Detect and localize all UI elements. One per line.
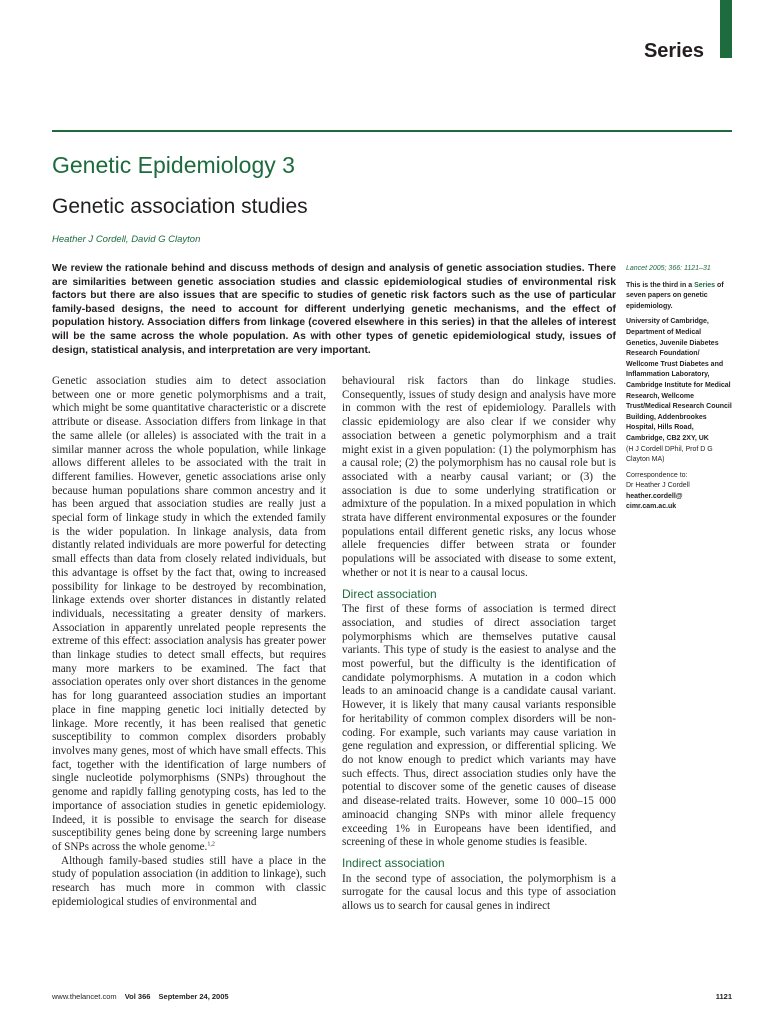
page-number: 1121 <box>715 992 732 1001</box>
paragraph: Although family-based studies still have a place in the study of population association (in addition to linkage), such research has much more in common with classic epidemiological studies of environmental and <box>52 854 326 908</box>
article-title: Genetic association studies <box>52 195 308 218</box>
footer-date: September 24, 2005 <box>158 992 229 1001</box>
affiliation-text: University of Cambridge, Department of Medical Genetics, Juvenile Diabetes Research Foundation/ Wellcome Trust Diabetes and Inflammation Laboratory, Cambridge Institute for Medical Research, Wellcome Trust/Medical Research Council Building, Addenbrookes Hospital, Hills Road, Cambridge, CB2 2XY, UK <box>626 318 732 442</box>
footer-volume: Vol 366 <box>124 992 151 1001</box>
reference-superscript: 1,2 <box>207 841 215 848</box>
series-note-text: This is the third in a <box>626 281 695 289</box>
correspondence <box>626 471 732 513</box>
series-note <box>626 281 732 313</box>
paragraph-text: Genetic association studies aim to detect association between one or more genetic polymorphisms and a trait, which might be some quantitative characteristic or a discrete attribute or disease. Association differs from linkage in that the same allele (or alleles) is associated with the trait in a similar manner across the whole population, while linkage allows different alleles to be associated with the trait in different families. However, genetic associations arise only because human populations share common ancestry and it has been argued that association studies are really just a special form of linkage study in which the extended family is the wider population. In linkage analysis, data from distantly related individuals are more powerful for detecting small effects than data from closely related individuals, but this advantage is offset by the fact that, owing to increased possibility for linkage to be destroyed by recombination, linkage extends over shorter distances in distantly related individuals, necessitating a greater density of markers. Association in apparently unrelated people represents the extreme of this effect: association analysis has greater power than linkage studies to detect small effects, but requires many more markers to be examined. The fact that association operates only over short distances in the genome has for long guaranteed association studies an important place in fine mapping genetic loci initially detected by linkage. More recently, it has been realised that genetic susceptibility to common complex disorders probably involves many genes, most of which have small effects. This fact, together with the identification of large numbers of single nucleotide polymorphisms (SNPs) throughout the genome and rapidly falling genotyping costs, has led to the importance of association studies in genetic epidemiology. Indeed, it is possible to envisage the search for disease susceptibility genes being done by screening large numbers of SNPs across the whole genome. <box>52 375 326 853</box>
paragraph: The first of these forms of association is termed direct association, and studies of direct association target polymorphisms which are themselves putative causal variants. This type of study is the easiest to analyse and the most powerful, but the difficulty is the identification of candidate polymorphisms. A mutation in a codon which leads to an aminoacid change is a candidate causal variant. However, it is likely that many causal variants responsible for heritability of common complex disorders will be non-coding. For example, such variants may cause variation in gene regulation and expression, or differential splicing. We do not know enough to predict which variants may have such effects. Thus, direct association studies only have the potential to discover some of the genetic causes of disease and disease-related traits. However, some 10 000–15 000 aminoacid changing SNPs with minor allele frequency exceeding 1% in Europeans have been identified, and screening of these in whole genome studies is feasible. <box>342 603 616 849</box>
series-note-text: of seven papers on genetic epidemiology. <box>626 281 724 310</box>
series-link[interactable]: Series <box>694 281 716 289</box>
series-kicker: Genetic Epidemiology 3 <box>52 152 295 178</box>
body-column-2 <box>342 375 616 914</box>
abstract: We review the rationale behind and discuss methods of design and analysis of genetic association studies. There are similarities between genetic association studies and classic epidemiological studies of environmental risk factors but there are also issues that are specific to studies of genetic risk factors such as the use of particular family-based designs, the need to account for different underlying genetic mechanisms, and the effect of population history. Association differs from linkage (covered elsewhere in this series) in that the alleles of interest will be the same across the whole population. As with other types of genetic epidemiological study, issues of design, statistical analysis, and interpretation are very important. <box>52 263 616 356</box>
series-color-tab <box>720 0 732 58</box>
series-label: Series <box>643 40 704 62</box>
section-heading-direct-association: Direct association <box>342 586 437 601</box>
article-authors: Heather J Cordell, David G Clayton <box>52 234 201 245</box>
correspondence-label: Correspondence to: <box>626 471 688 479</box>
footer-website[interactable]: www.thelancet.com <box>52 992 117 1001</box>
section-heading-indirect-association: Indirect association <box>342 855 445 870</box>
correspondence-name: Dr Heather J Cordell <box>626 482 690 490</box>
affiliation-names: (H J Cordell DPhil, Prof D G Clayton MA) <box>626 445 713 464</box>
header-rule <box>52 130 732 132</box>
paragraph: In the second type of association, the polymorphism is a surrogate for the causal locus and this type of association allows us to search for causal genes in indirect <box>342 872 616 913</box>
paragraph <box>52 375 326 855</box>
citation: Lancet 2005; 366: 1121–31 <box>626 265 711 272</box>
body-column-1 <box>52 375 326 909</box>
affiliation <box>626 317 732 465</box>
margin-notes <box>626 264 732 518</box>
paragraph: behavioural risk factors than do linkage studies. Consequently, issues of study design and analysis have more in common with the rest of epidemiology. Parallels with classic epidemiology are also clear if we consider why association between a genetic polymorphism and a trait might exist in a given population: (1) the polymorphism has a causal role; (2) the polymorphism has no causal role but is associated with a nearby causal variant; or (3) the association is due to some underlying stratification or admixture of the population. In a mixed population in which strata have different environmental exposures or the founder populations entail different genetic risks, any locus whose allele frequencies differ between strata or founder populations will be associated with disease to some extent, whether or not it is near to a causal locus. <box>342 375 616 579</box>
footer-info <box>52 992 229 1001</box>
correspondence-email[interactable]: heather.cordell@ cimr.cam.ac.uk <box>626 492 683 511</box>
